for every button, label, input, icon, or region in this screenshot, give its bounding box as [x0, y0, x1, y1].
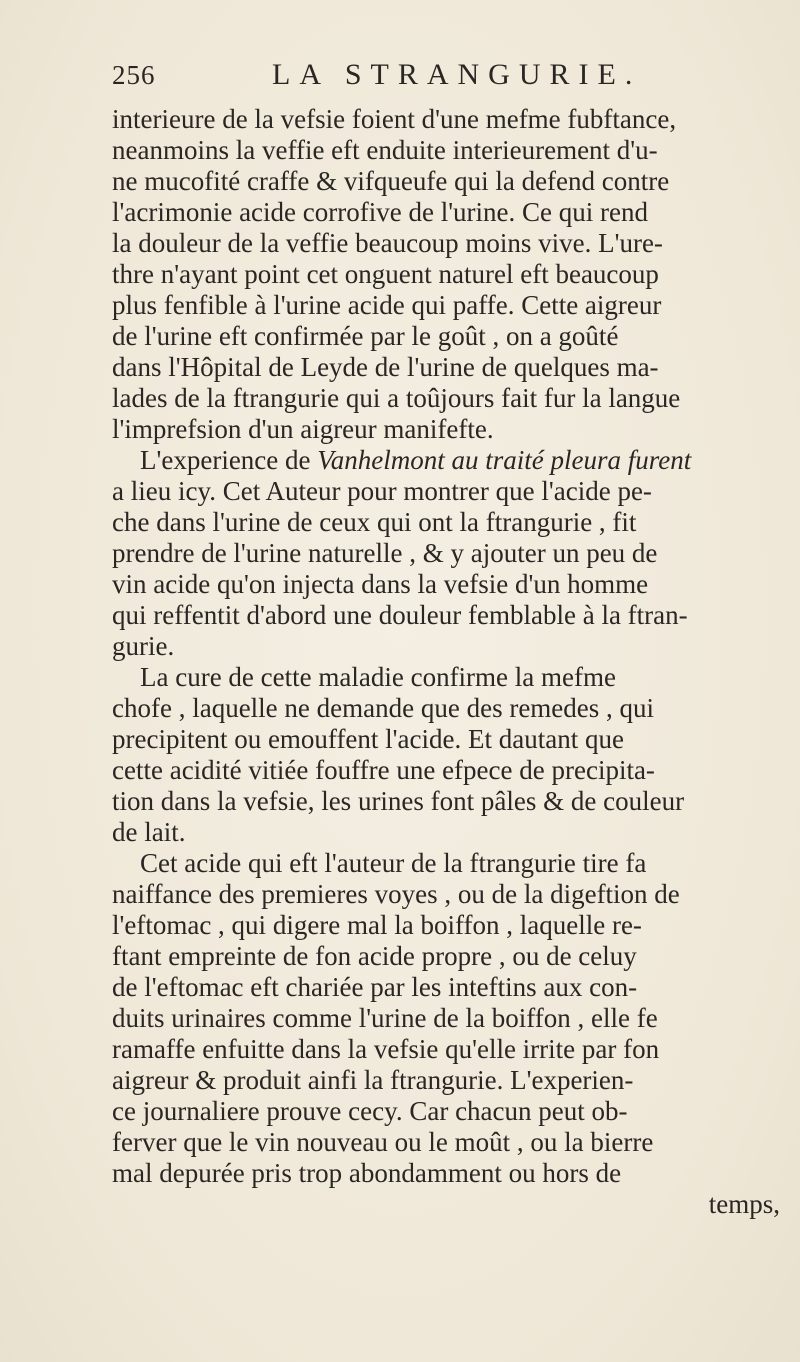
text-segment: L'experience de: [140, 445, 318, 475]
text-line: mal depurée pris trop abondamment ou hors de: [112, 1158, 622, 1188]
text-line: a lieu icy. Cet Auteur pour montrer que l'acide pe-: [112, 476, 652, 506]
text-line: l'imprefsion d'un aigreur manifefte.: [112, 414, 494, 444]
italic-reference: Vanhelmont au traité pleura furent: [317, 445, 692, 475]
page-header: [112, 58, 732, 98]
text-line: naiffance des premieres voyes , ou de la digeftion de: [112, 879, 680, 909]
text-line: ce journaliere prouve cecy. Car chacun peut ob-: [112, 1096, 628, 1126]
text-line: l'eftomac , qui digere mal la boiffon , laquelle re-: [112, 910, 642, 940]
text-line: cette acidité vitiée fouffre une efpece de precipita-: [112, 755, 655, 785]
text-line: prendre de l'urine naturelle , & y ajouter un peu de: [112, 538, 658, 568]
text-line: de l'eftomac eft chariée par les inteftins aux con-: [112, 972, 638, 1002]
text-line: ftant empreinte de fon acide propre , ou de celuy: [112, 941, 637, 971]
text-line: che dans l'urine de ceux qui ont la ftrangurie , fit: [112, 507, 637, 537]
body-text: [112, 104, 800, 1220]
text-line: La cure de cette maladie confirme la mefme: [140, 662, 616, 692]
text-line: ferver que le vin nouveau ou le moût , ou la bierre: [112, 1127, 654, 1157]
text-line: interieure de la vefsie foient d'une mefme fubftance,: [112, 104, 677, 134]
text-line: aigreur & produit ainfi la ftrangurie. L'experien-: [112, 1065, 634, 1095]
text-line: tion dans la vefsie, les urines font pâles & de couleur: [112, 786, 685, 816]
text-line: vin acide qu'on injecta dans la vefsie d'un homme: [112, 569, 649, 599]
page-number: 256: [112, 60, 156, 90]
text-line: qui reffentit d'abord une douleur femblable à la ftran-: [112, 600, 688, 630]
catchword: temps,: [708, 1189, 780, 1219]
text-line: de lait.: [112, 817, 186, 847]
text-line: la douleur de la veffie beaucoup moins vive. L'ure-: [112, 228, 663, 258]
text-line: plus fenfible à l'urine acide qui paffe. Cette aigreur: [112, 290, 662, 320]
text-line: neanmoins la veffie eft enduite interieurement d'u-: [112, 135, 658, 165]
text-line: gurie.: [112, 631, 175, 661]
text-line: lades de la ftrangurie qui a toûjours fait fur la langue: [112, 383, 681, 413]
text-line: duits urinaires comme l'urine de la boiffon , elle fe: [112, 1003, 658, 1033]
text-line: Cet acide qui eft l'auteur de la ftrangurie tire fa: [140, 848, 647, 878]
text-line: precipitent ou emouffent l'acide. Et dautant que: [112, 724, 624, 754]
text-line: ramaffe enfuitte dans la vefsie qu'elle irrite par fon: [112, 1034, 660, 1064]
text-line: ne mucofité craffe & vifqueufe qui la defend contre: [112, 166, 670, 196]
text-line: chofe , laquelle ne demande que des remedes , qui: [112, 693, 655, 723]
text-line: de l'urine eft confirmée par le goût , on a goûté: [112, 321, 619, 351]
text-line: [112, 445, 800, 476]
text-line: dans l'Hôpital de Leyde de l'urine de quelques ma-: [112, 352, 659, 382]
running-head: LA STRANGURIE.: [272, 58, 642, 91]
text-line: thre n'ayant point cet onguent naturel eft beaucoup: [112, 259, 659, 289]
text-line: l'acrimonie acide corrofive de l'urine. Ce qui rend: [112, 197, 649, 227]
